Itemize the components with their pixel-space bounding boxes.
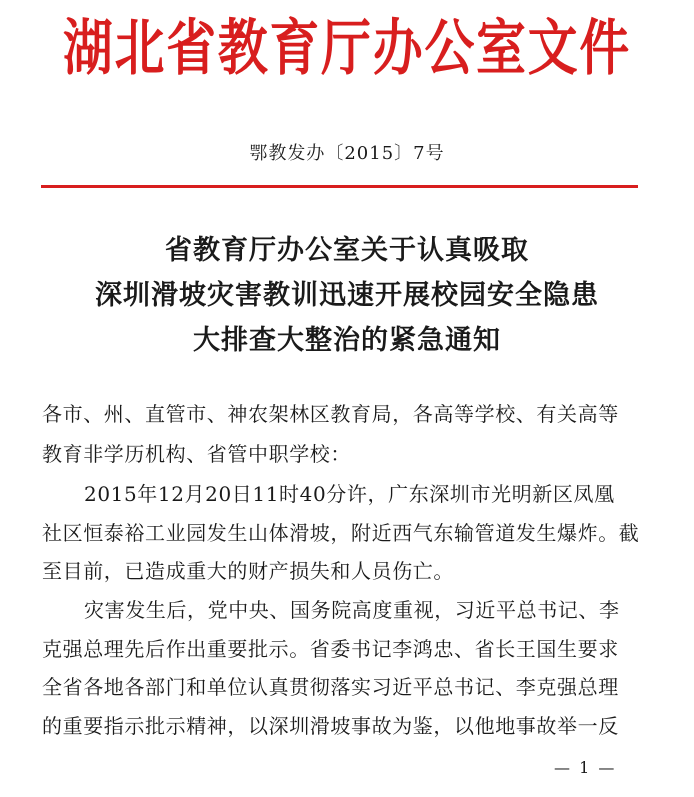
red-divider-line [41,185,638,188]
body-line: 各市、州、直管市、神农架林区教育局，各高等学校、有关高等 [42,402,619,426]
body-line: 全省各地各部门和单位认真贯彻落实习近平总书记、李克强总理 [42,675,619,699]
notice-title-line-2: 深圳滑坡灾害教训迅速开展校园安全隐患 [95,280,599,311]
masthead-title: 湖北省教育厅办公室文件 [62,11,632,84]
notice-title-line-3: 大排查大整治的紧急通知 [193,325,501,356]
body-line: 教育非学历机构、省管中职学校： [42,442,351,466]
body-line: 社区恒泰裕工业园发生山体滑坡，附近西气东输管道发生爆炸。截 [42,521,640,545]
body-line: 克强总理先后作出重要批示。省委书记李鸿忠、省长王国生要求 [42,637,619,661]
body-line: 至目前，已造成重大的财产损失和人员伤亡。 [42,559,454,583]
notice-title-line-1: 省教育厅办公室关于认真吸取 [165,235,529,266]
body-line: 2015年12月20日11时40分许，广东深圳市光明新区凤凰 [84,482,615,506]
document-number: 鄂教发办〔2015〕7号 [249,143,445,164]
page-number: — 1 — [554,758,617,777]
body-line: 灾害发生后，党中央、国务院高度重视，习近平总书记、李 [84,598,620,622]
body-line: 的重要指示批示精神，以深圳滑坡事故为鉴，以他地事故举一反 [42,714,619,738]
